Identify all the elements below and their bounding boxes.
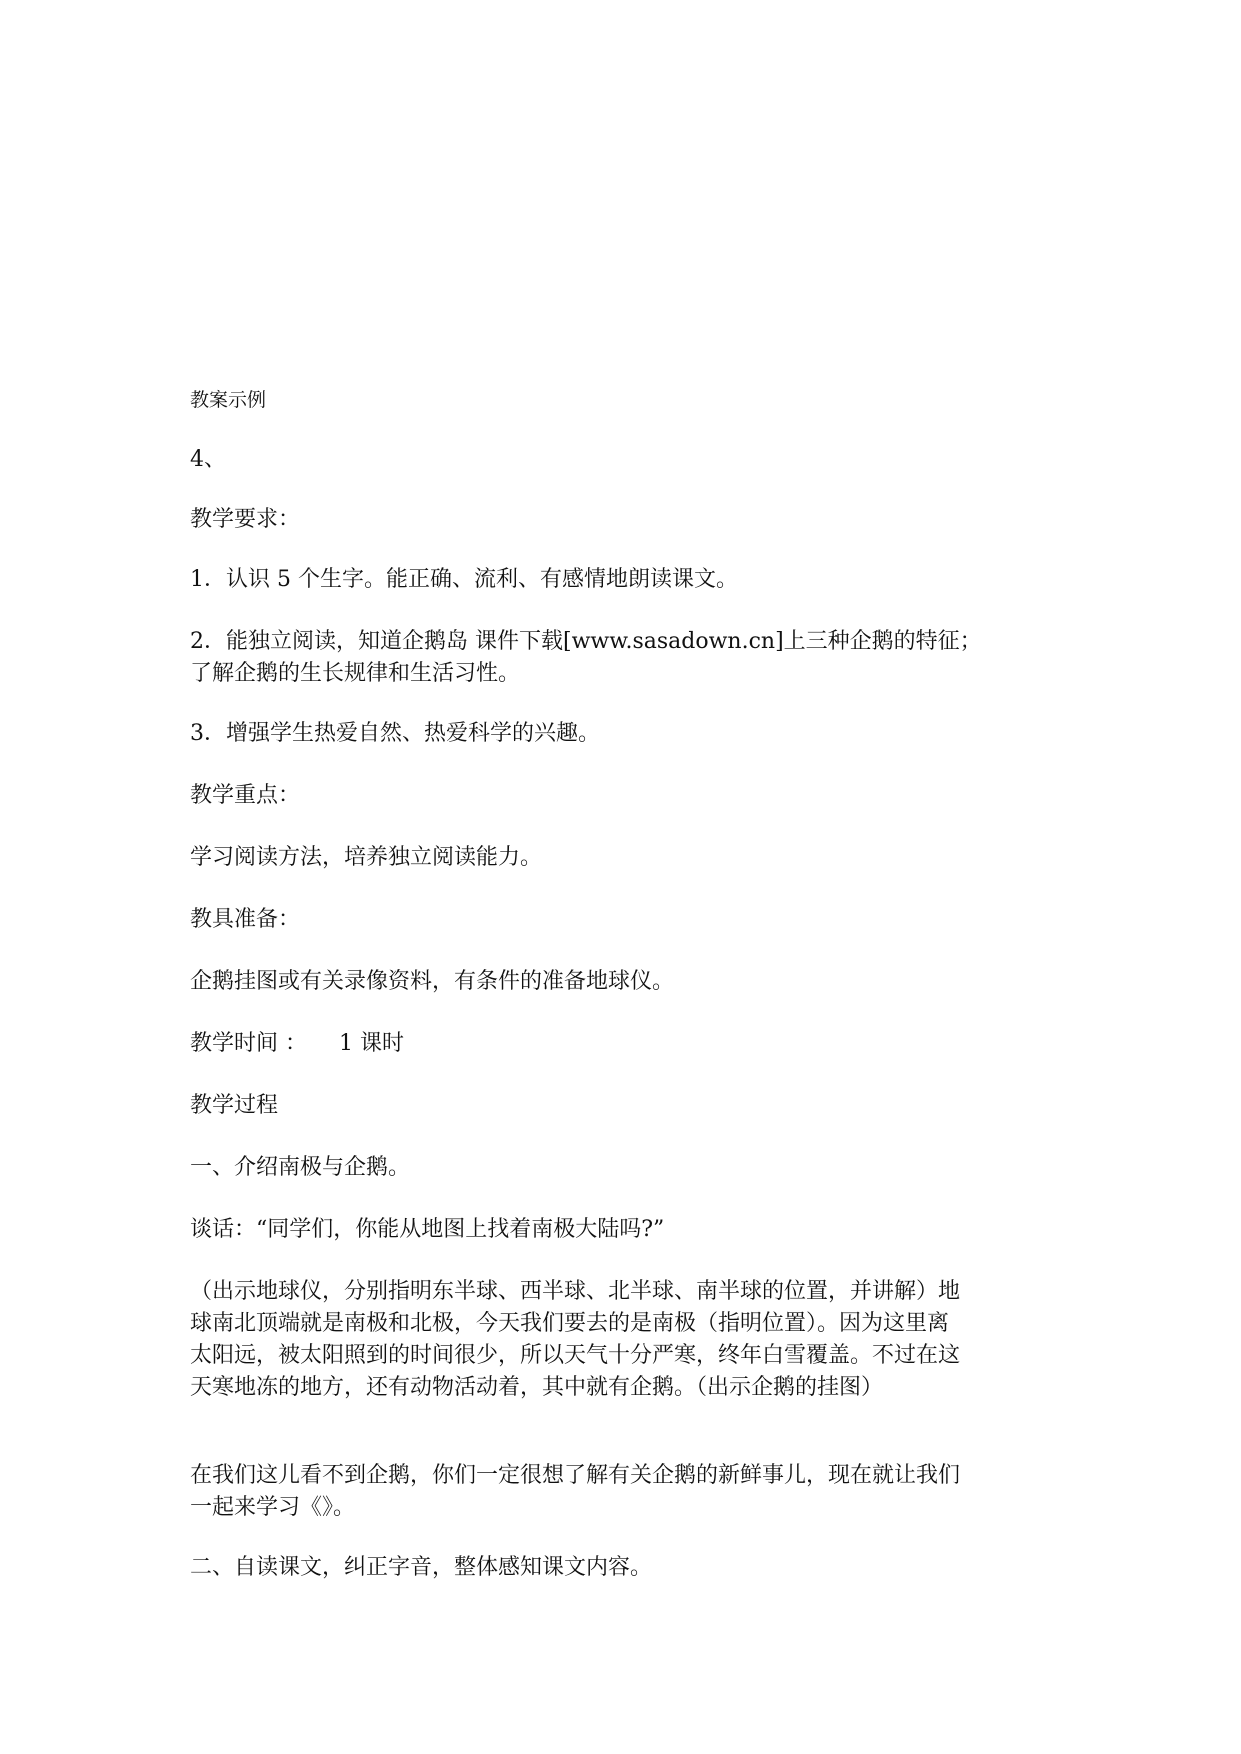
explanation-paragraph <box>190 1276 1070 1404</box>
process-title: 教学过程 <box>190 1093 279 1118</box>
intro-paragraph <box>190 1460 1070 1524</box>
teaching-time-value: 1 课时 <box>339 1031 404 1056</box>
document-heading: 教案示例 <box>190 389 267 411</box>
materials-title: 教具准备： <box>190 907 301 932</box>
teaching-time <box>190 1028 1070 1060</box>
requirement-3: 3．增强学生热爱自然、热爱科学的兴趣。 <box>190 721 600 746</box>
key-points: 学习阅读方法，培养独立阅读能力。 <box>190 845 543 870</box>
dialogue: 谈话：“同学们，你能从地图上找着南极大陆吗?” <box>190 1217 665 1242</box>
intro-line-1: 在我们这儿看不到企鹅，你们一定很想了解有关企鹅的新鲜事儿，现在就让我们 <box>190 1463 961 1488</box>
requirement-1: 1．认识 5 个生字。能正确、流利、有感情地朗读课文。 <box>190 567 738 592</box>
materials: 企鹅挂图或有关录像资料，有条件的准备地球仪。 <box>190 969 675 994</box>
requirement-2-line-2: 了解企鹅的生长规律和生活习性。 <box>190 661 521 686</box>
lesson-number: 4、 <box>190 447 226 472</box>
explanation-line-4: 天寒地冻的地方，还有动物活动着，其中就有企鹅。（出示企鹅的挂图） <box>190 1375 884 1400</box>
requirements-title: 教学要求： <box>190 507 301 532</box>
section-2-title: 二、自读课文，纠正字音，整体感知课文内容。 <box>190 1555 653 1580</box>
intro-line-2: 一起来学习《》。 <box>190 1495 356 1520</box>
key-points-title: 教学重点： <box>190 783 301 808</box>
requirement-2 <box>190 626 1070 690</box>
section-1-title: 一、介绍南极与企鹅。 <box>190 1155 411 1180</box>
requirement-2-line-1: 2．能独立阅读，知道企鹅岛 课件下载[www.sasadown.cn]上三种企鹅的特征； <box>190 629 982 654</box>
explanation-line-2: 球南北顶端就是南极和北极，今天我们要去的是南极（指明位置）。因为这里离 <box>190 1311 950 1336</box>
explanation-line-1: （出示地球仪，分别指明东半球、西半球、北半球、南半球的位置，并讲解）地 <box>190 1279 961 1304</box>
teaching-time-label: 教学时间 ： <box>190 1031 307 1056</box>
explanation-line-3: 太阳远，被太阳照到的时间很少，所以天气十分严寒，终年白雪覆盖。不过在这 <box>190 1343 961 1368</box>
